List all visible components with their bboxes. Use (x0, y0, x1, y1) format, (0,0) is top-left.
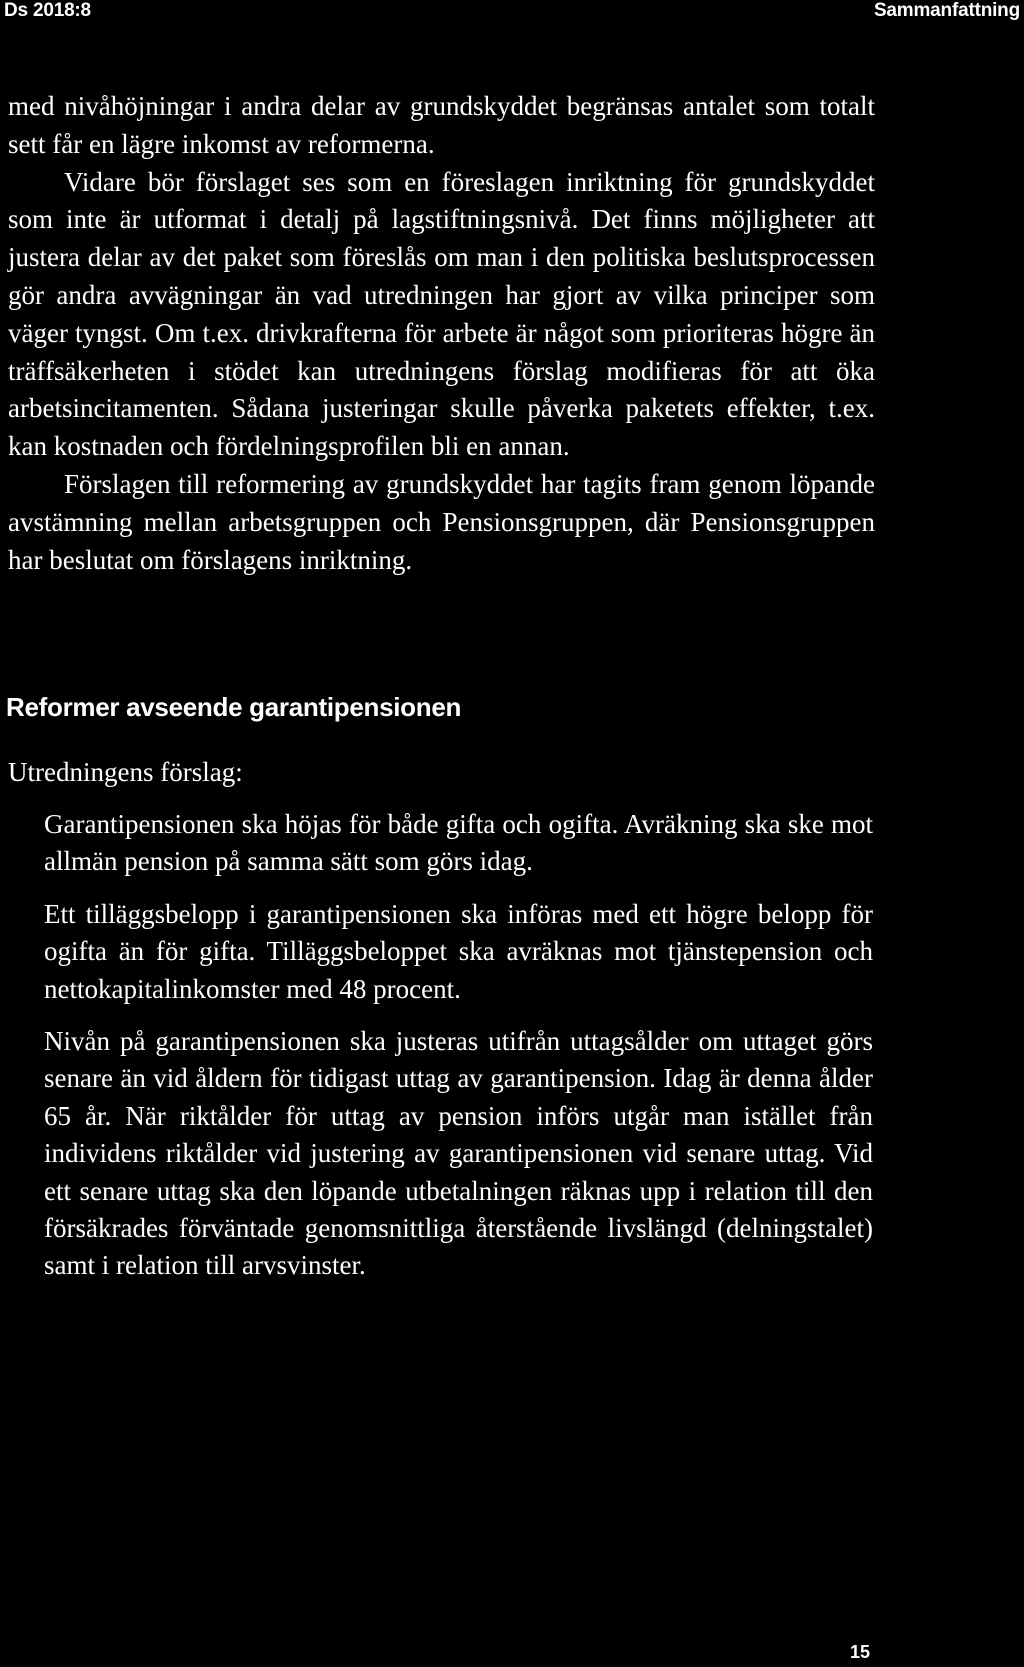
paragraph-3: Förslagen till reformering av grundskyddet har tagits fram genom löpande avstämning mellan arbetsgruppen och Pensionsgruppen, där Pensionsgruppen har beslutat om förslagens inriktning. (8, 468, 875, 575)
section-title: Sammanfattning (873, 0, 1020, 21)
paragraph-2: Vidare bör förslaget ses som en föreslagen inriktning för grundskyddet som inte är utformat i detalj på lagstiftningsnivå. Det finns möjligheter att justera delar av det paket som föreslås om man i den politiska beslutsprocessen gör andra avvägningar än vad utredningen har gjort av vilka principer som väger tyngst. Om t.ex. drivkrafterna för arbete är något som prioriteras högre än träffsäkerheten i stödet kan utredningens förslag modifieras för att öka arbetsincitamenten. Sådana justeringar skulle påverka paketets effekter, t.ex. kan kostnaden och fördelningsprofilen bli en annan. (8, 166, 875, 462)
document-id: Ds 2018:8 (4, 0, 91, 21)
proposal-box (44, 806, 873, 1300)
paragraph-1: med nivåhöjningar i andra delar av grundskyddet begränsas antalet som totalt sett får en lägre inkomst av reformerna. (8, 91, 875, 159)
section-heading: Reformer avseende garantipensionen (6, 692, 462, 722)
body-text (8, 88, 875, 579)
proposal-label: Utredningens förslag: (8, 757, 243, 787)
page-header (0, 0, 1024, 32)
proposal-1: Garantipensionen ska höjas för både gifta och ogifta. Avräkning ska ske mot allmän pension på samma sätt som görs idag. (44, 809, 873, 877)
proposal-3: Nivån på garantipensionen ska justeras utifrån uttagsålder om uttaget görs senare än vid åldern för tidigast uttag av garantipension. Idag är denna ålder 65 år. När riktålder för uttag av pension införs utgår man istället från individens riktålder vid justering av garantipensionen vid senare uttag. Vid ett senare uttag ska den löpande utbetalningen räknas upp i relation till den försäkrades förväntade genomsnittliga återstående livslängd (delningstalet) samt i relation till arvsvinster. (44, 1026, 873, 1281)
proposal-2: Ett tilläggsbelopp i garantipensionen ska införas med ett högre belopp för ogifta än för gifta. Tilläggsbeloppet ska avräknas mot tjänstepension och nettokapitalinkomster med 48 procent. (44, 898, 873, 1004)
page-number: 15 (849, 1642, 870, 1662)
